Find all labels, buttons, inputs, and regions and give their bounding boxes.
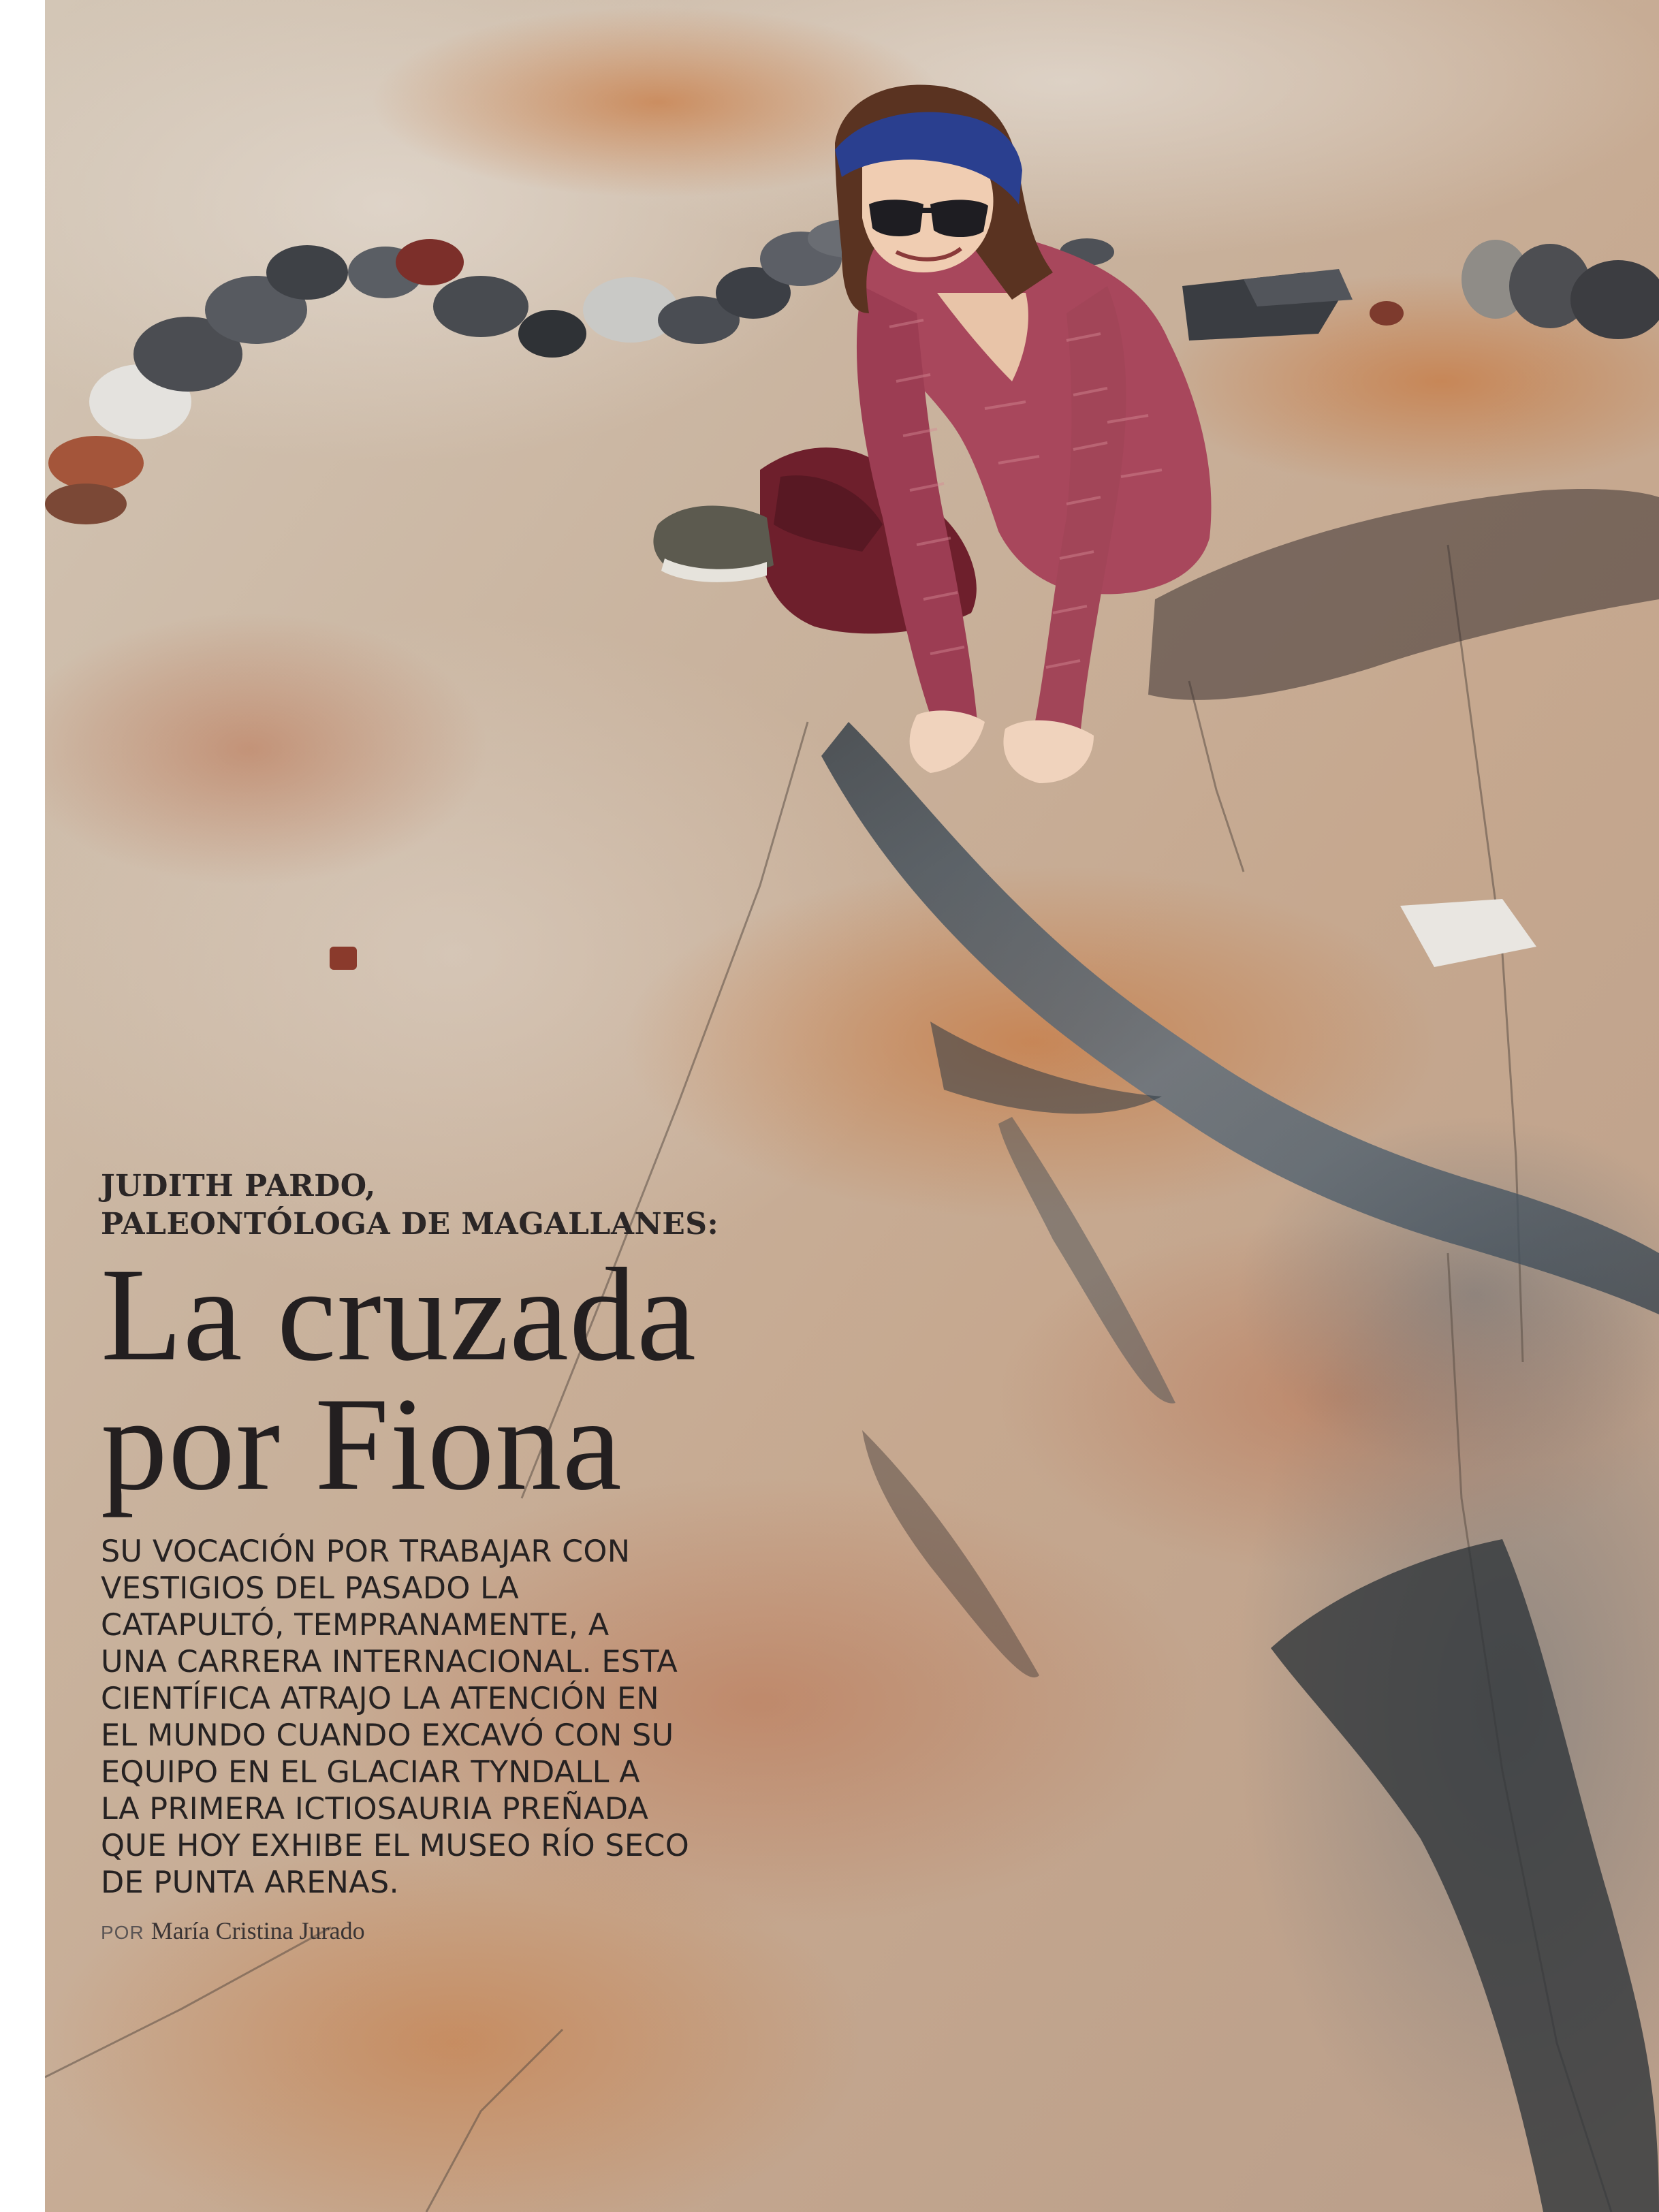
deck-line: CATAPULTÓ, TEMPRANAMENTE, A bbox=[101, 1608, 610, 1643]
kicker-line-2: PALEONTÓLOGA DE MAGALLANES: bbox=[101, 1207, 719, 1242]
title-line-1: La cruzada bbox=[101, 1241, 697, 1389]
deck-line: SU VOCACIÓN POR TRABAJAR CON bbox=[101, 1534, 631, 1569]
byline bbox=[101, 1916, 864, 1945]
deck-line: DE PUNTA ARENAS. bbox=[101, 1865, 399, 1900]
deck-line: EL MUNDO CUANDO EXCAVÓ CON SU bbox=[101, 1718, 674, 1753]
headline-block bbox=[101, 1167, 864, 1945]
deck bbox=[101, 1534, 836, 1901]
title-line-2: por Fiona bbox=[101, 1370, 622, 1518]
deck-line: UNA CARRERA INTERNACIONAL. ESTA bbox=[101, 1645, 678, 1679]
kicker bbox=[101, 1167, 864, 1244]
magazine-page bbox=[45, 0, 1659, 2212]
deck-line: QUE HOY EXHIBE EL MUSEO RÍO SECO bbox=[101, 1829, 690, 1863]
byline-prefix: POR bbox=[101, 1922, 144, 1943]
byline-author: María Cristina Jurado bbox=[151, 1917, 365, 1944]
deck-line: EQUIPO EN EL GLACIAR TYNDALL A bbox=[101, 1755, 640, 1790]
deck-line: LA PRIMERA ICTIOSAURIA PREÑADA bbox=[101, 1792, 649, 1827]
article-title bbox=[101, 1241, 864, 1518]
kicker-line-1: JUDITH PARDO, bbox=[101, 1169, 376, 1203]
deck-line: VESTIGIOS DEL PASADO LA bbox=[101, 1571, 519, 1606]
deck-line: CIENTÍFICA ATRAJO LA ATENCIÓN EN bbox=[101, 1681, 659, 1716]
